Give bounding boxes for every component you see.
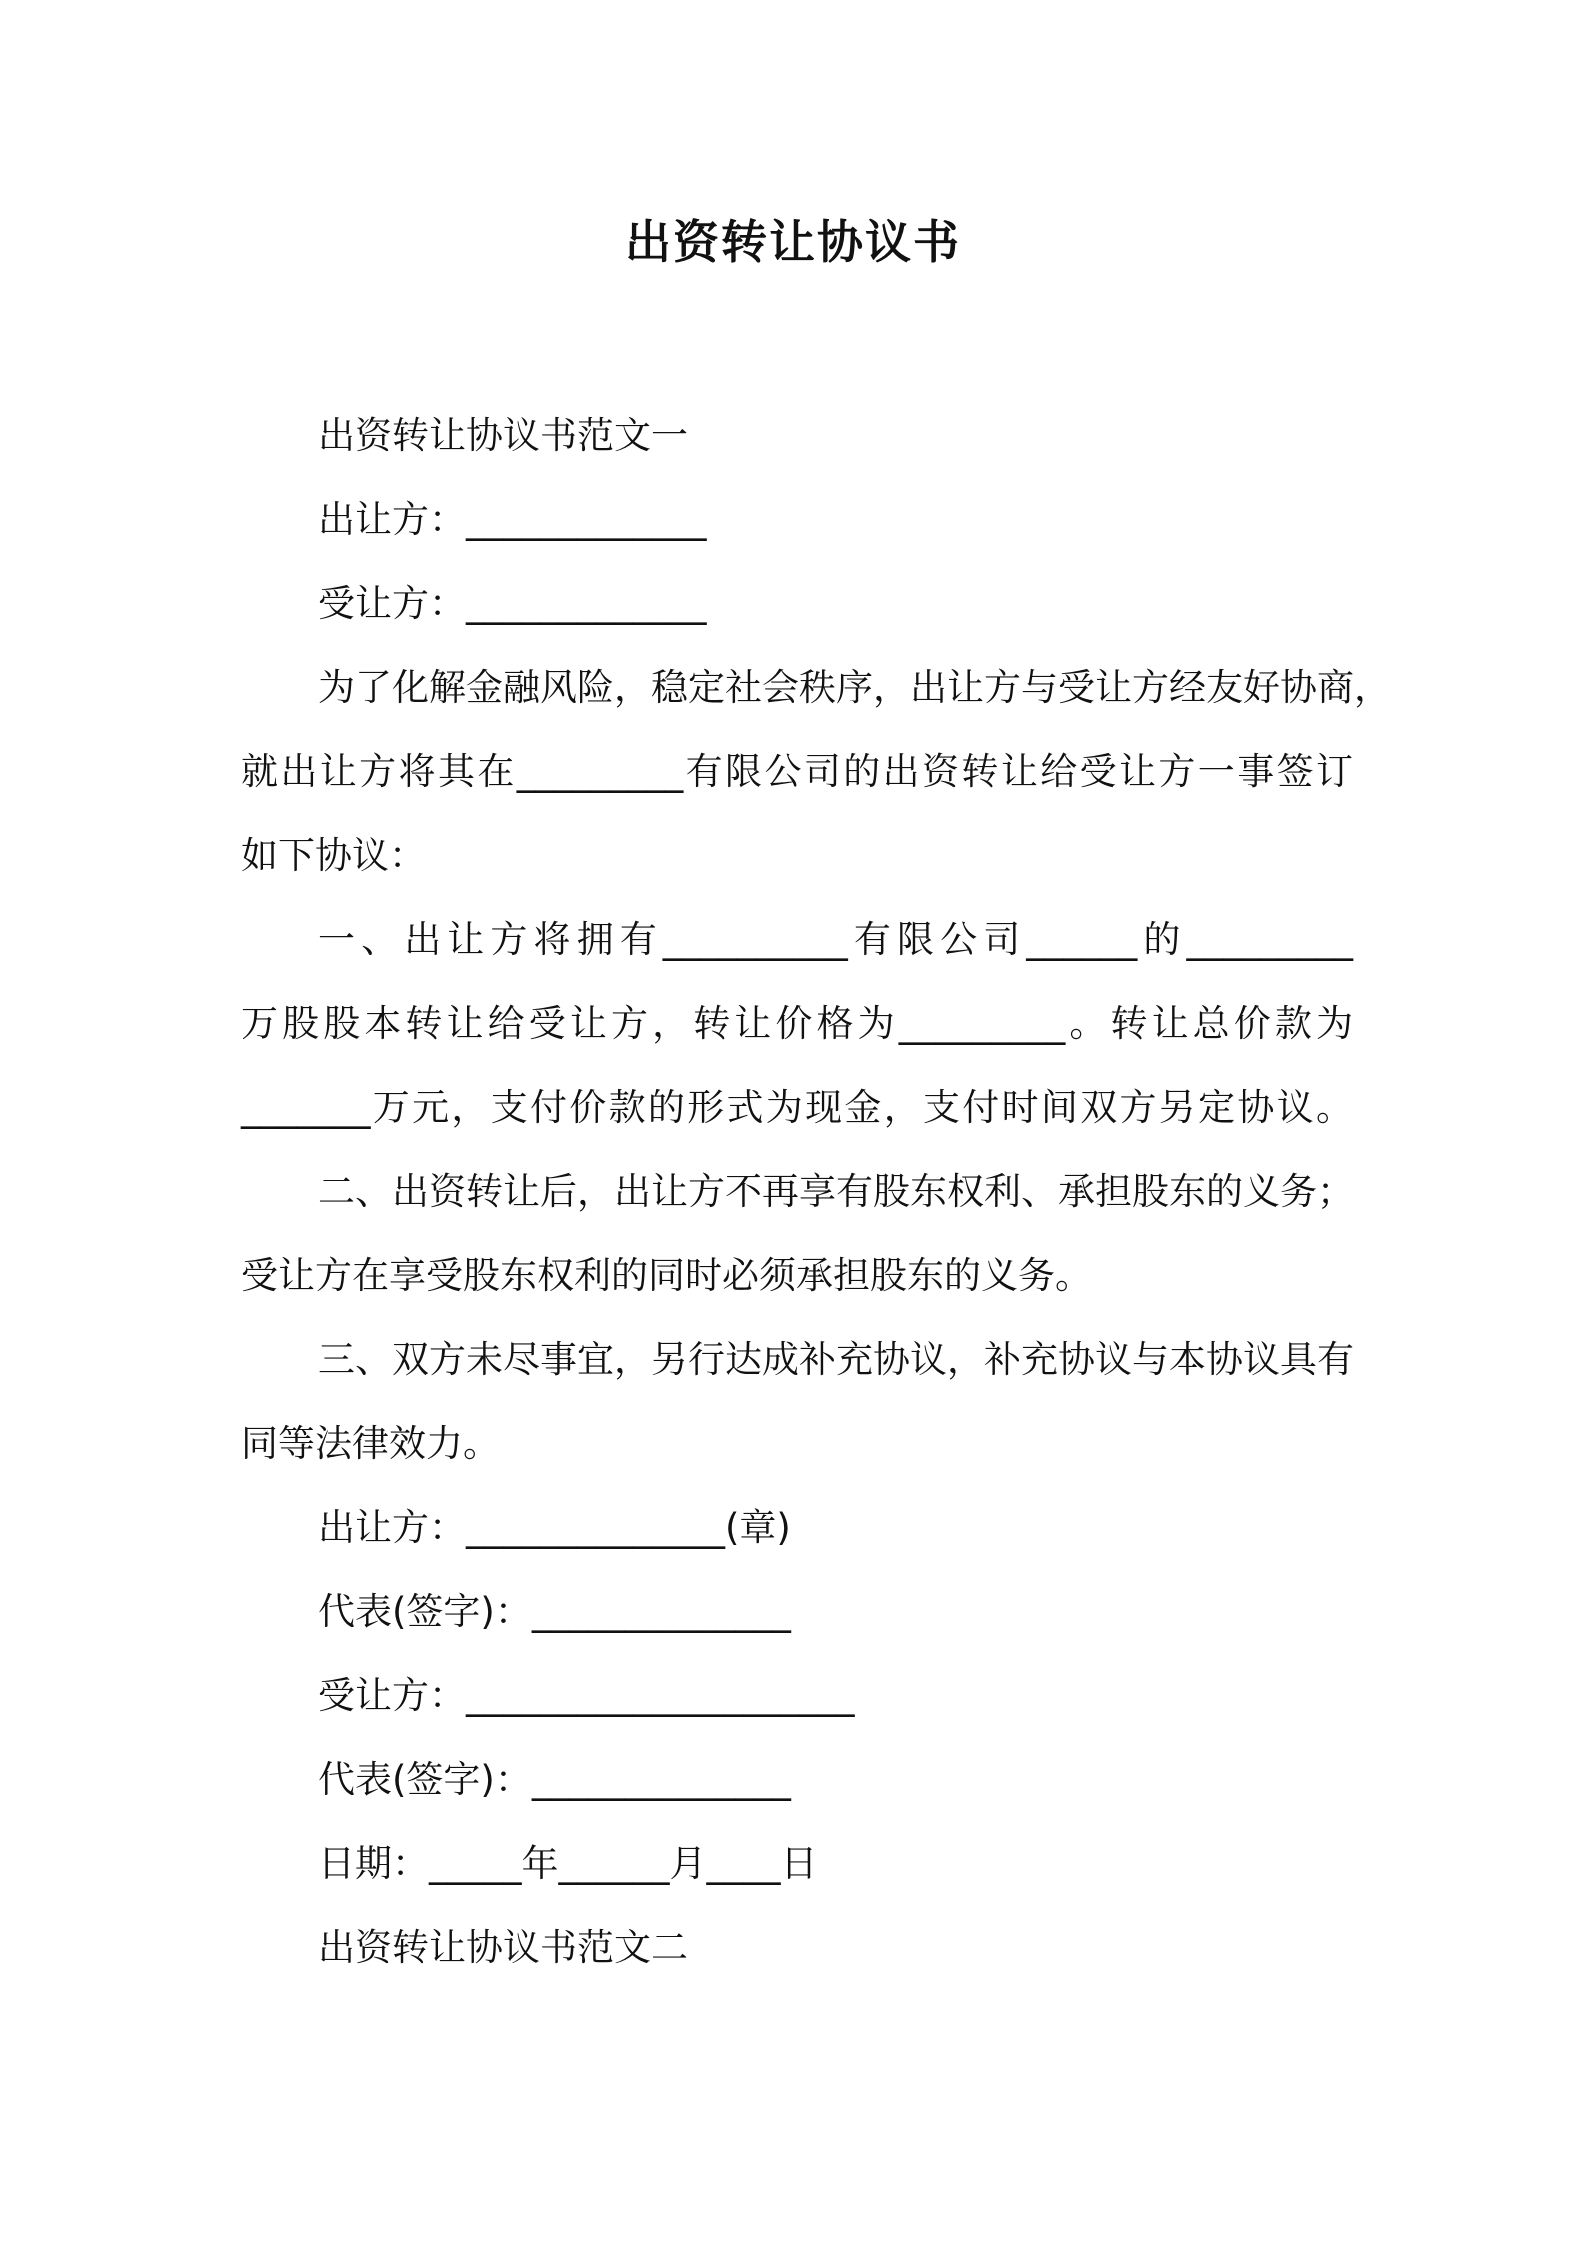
preamble-line-2: 就出让方将其在_________有限公司的出资转让给受让方一事签订 — [241, 750, 1353, 793]
transferee-signature-line: 受让方：_____________________ — [318, 1674, 855, 1717]
clause-one-line-1: 一、出让方将拥有__________有限公司______的_________ — [318, 918, 1353, 961]
clause-one-line-2: 万股股本转让给受让方，转让价格为_________。转让总价款为 — [241, 1002, 1353, 1045]
document-title: 出资转让协议书 — [625, 215, 961, 269]
section-heading-sample-one: 出资转让协议书范文一 — [318, 414, 688, 457]
section-heading-sample-two: 出资转让协议书范文二 — [318, 1926, 688, 1969]
transferor-line: 出让方：_____________ — [318, 498, 707, 541]
transferee-representative-line: 代表(签字)：______________ — [318, 1758, 791, 1801]
clause-two-line-2: 受让方在享受股东权利的同时必须承担股东的义务。 — [241, 1254, 1092, 1297]
transferor-signature-line: 出让方：______________(章) — [318, 1506, 791, 1549]
preamble-line-1: 为了化解金融风险，稳定社会秩序，出让方与受让方经友好协商， — [318, 666, 1391, 709]
date-line: 日期：_____年______月____日 — [318, 1842, 818, 1885]
clause-one-line-3: _______万元，支付价款的形式为现金，支付时间双方另定协议。 — [241, 1086, 1353, 1129]
preamble-line-3: 如下协议： — [241, 834, 426, 877]
clause-three-line-2: 同等法律效力。 — [241, 1422, 500, 1465]
transferor-representative-line: 代表(签字)：______________ — [318, 1590, 791, 1633]
clause-two-line-1: 二、出资转让后，出让方不再享有股东权利、承担股东的义务； — [318, 1170, 1354, 1213]
clause-three-line-1: 三、双方未尽事宜，另行达成补充协议，补充协议与本协议具有 — [318, 1338, 1354, 1381]
transferee-line: 受让方：_____________ — [318, 582, 707, 625]
